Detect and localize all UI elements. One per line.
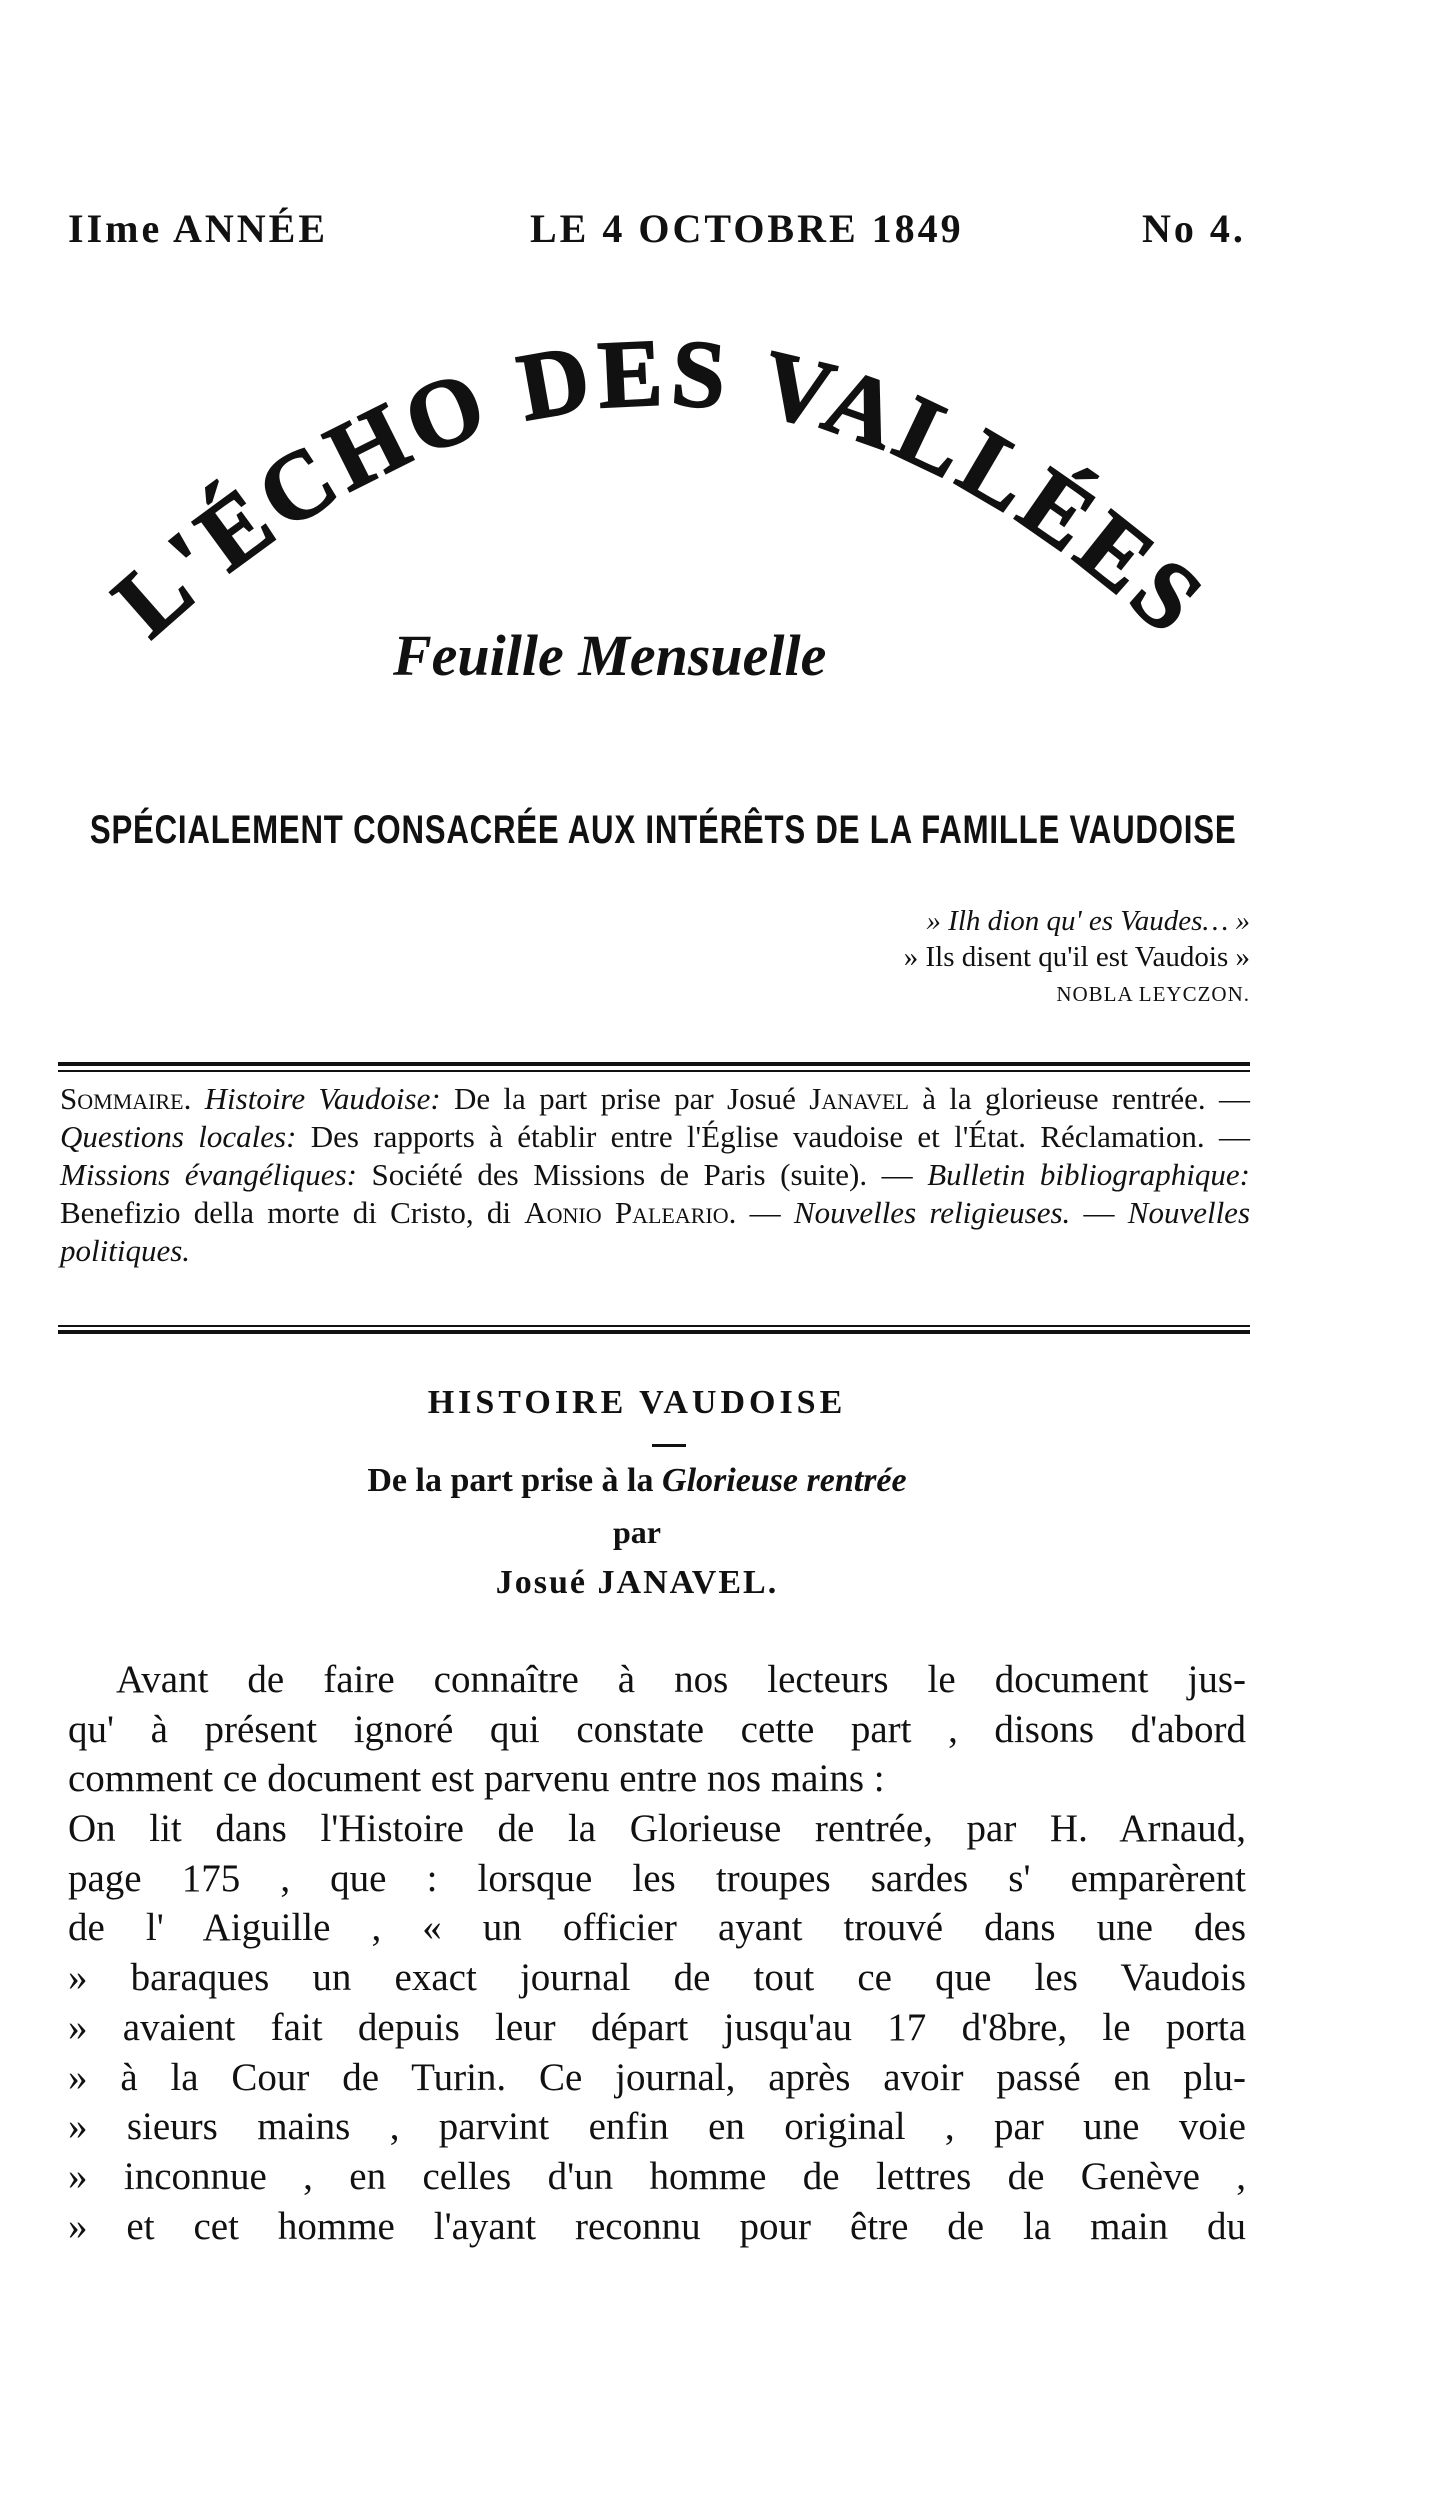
issue-number: No 4. [1142,206,1246,251]
epigraph-source: NOBLA LEYCZON. [1056,982,1250,1006]
toc-item-1-text-2: à la glorieuse rentrée. — [908,1081,1250,1116]
table-of-contents [60,1080,1250,1270]
toc-item-4-name: Aonio Paleario [524,1195,729,1230]
masthead-subtitle: Feuille Mensuelle [393,623,827,688]
section-subtitle-italic: Glorieuse rentrée [662,1462,907,1499]
toc-item-4-text: Benefizio della morte di Cristo, di [60,1195,525,1230]
epigraph-line-1: » Ilh dion qu' es Vaudes… » [926,905,1250,937]
body-line: comment ce document est parvenu entre nos mains : [68,1757,885,1801]
toc-item-1-text: De la part prise par Josué [440,1081,810,1116]
article-body [68,1655,1246,2251]
toc-item-5-text: — [1070,1195,1128,1230]
toc-item-1-name: Janavel [809,1081,909,1116]
body-line: » baraques un exact journal de tout ce que les Vaudois [68,1956,1246,2000]
epigraph-line-2: » Ils disent qu'il est Vaudois » [903,941,1250,973]
body-line: de l' Aiguille , « un officier ayant trouvé dans une des [68,1906,1246,1950]
body-line: » et cet homme l'ayant reconnu pour être de la main du [68,2204,1246,2248]
tagline: SPÉCIALEMENT CONSACRÉE AUX INTÉRÊTS DE LA FAMILLE VAUDOISE [89,808,1237,852]
divider-top-thin [58,1070,1250,1072]
body-line: » sieurs mains , parvint enfin en original , par une voie [68,2105,1246,2149]
body-line: Avant de faire connaître à nos lecteurs le document jus- [116,1658,1246,1701]
issue-date: LE 4 OCTOBRE 1849 [530,206,964,251]
body-line: » inconnue , en celles d'un homme de lettres de Genève , [68,2154,1246,2198]
body-line: » à la Cour de Turin. Ce journal, après avoir passé en plu- [68,2055,1246,2099]
toc-item-5-title: Nouvelles religieuses. [793,1195,1071,1230]
toc-item-4-text-2: . — [728,1195,794,1230]
toc-item-3-title: Missions évangéliques: [60,1157,357,1192]
body-line: On lit dans l'Histoire de la Glorieuse rentrée, par H. Arnaud, [68,1807,1246,1851]
divider-bottom [58,1330,1250,1334]
divider-top [58,1062,1250,1066]
section-subtitle [0,1462,1354,1500]
toc-item-4-title: Bulletin bibliographique: [927,1157,1250,1192]
toc-item-2-text: Des rapports à établir entre l'Église vaudoise et l'État. Réclamation. — [296,1119,1250,1154]
divider-bottom-thin [58,1325,1250,1327]
section-subtitle-text: De la part prise à la [367,1462,663,1499]
body-line: » avaient fait depuis leur départ jusqu'au 17 d'8bre, le porta [68,2005,1246,2049]
section-dash [652,1444,686,1447]
toc-item-6-title: Nouvelles politiques. [60,1195,1251,1268]
volume-label: IIme ANNÉE [68,206,329,251]
masthead-title-text: L'ÉCHO DES VALLÉES [93,318,1227,657]
toc-item-2-title: Questions locales: [60,1119,297,1154]
body-line: page 175 , que : lorsque les troupes sardes s' emparèrent [68,1856,1246,1900]
section-title: HISTOIRE VAUDOISE [427,1384,847,1421]
section-author: Josué JANAVEL. [495,1564,779,1601]
toc-item-3-text: Société des Missions de Paris (suite). — [356,1157,928,1192]
svg-text:L'ÉCHO DES VALLÉES [93,318,1226,656]
section-par: par [613,1514,661,1550]
body-line: qu' à présent ignoré qui constate cette part , disons d'abord [68,1707,1246,1751]
toc-item-1-title: Histoire Vaudoise: [204,1081,441,1116]
toc-label: Sommaire. [60,1081,192,1116]
